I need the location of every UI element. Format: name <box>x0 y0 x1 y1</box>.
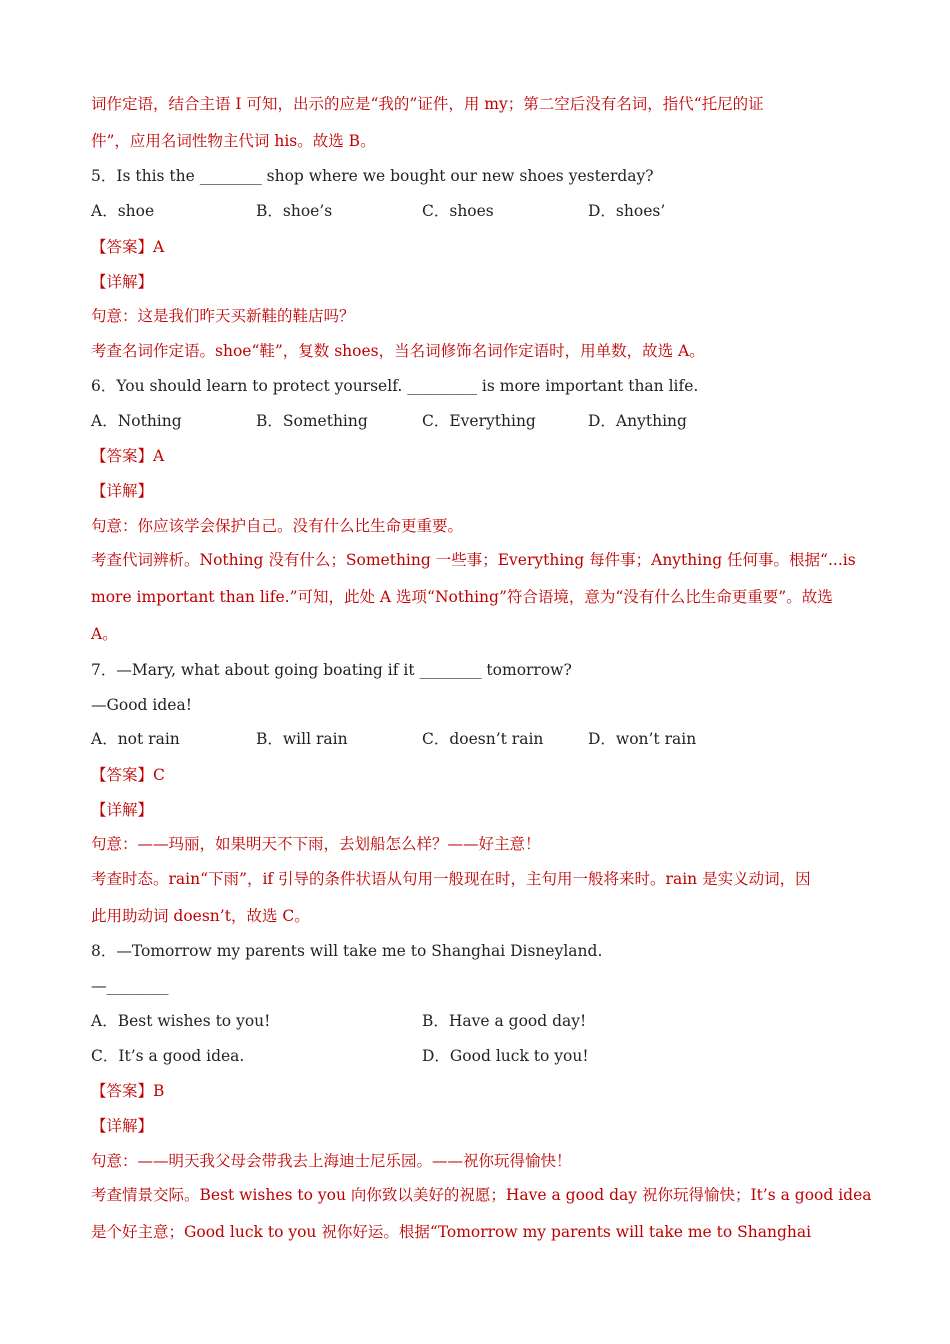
question-8-analysis: 是个好主意；Good luck to you 祝你好运。根据“Tomorrow my parents will take me to Shanghai <box>91 1223 812 1241</box>
question-8-reply: —________ <box>91 977 169 995</box>
question-7-answer: 【答案】C <box>91 766 165 784</box>
question-8-option-c: C．It’s a good idea. <box>91 1047 245 1065</box>
question-6-option-d: D．Anything <box>588 412 687 430</box>
question-5-meaning: 句意：这是我们昨天买新鞋的鞋店吗？ <box>91 307 355 325</box>
question-7-option-c: C．doesn’t rain <box>422 730 544 748</box>
question-7-analysis: 此用助动词 doesn’t，故选 C。 <box>91 907 310 925</box>
question-6-stem: 6．You should learn to protect yourself. _________ is more important than life. <box>91 377 699 395</box>
question-5-answer: 【答案】A <box>91 238 165 256</box>
question-8-option-a: A．Best wishes to you! <box>91 1012 271 1030</box>
question-6-option-a: A．Nothing <box>91 412 182 430</box>
question-6-option-b: B．Something <box>256 412 368 430</box>
question-8-meaning: 句意：——明天我父母会带我去上海迪士尼乐园。——祝你玩得愉快！ <box>91 1152 572 1170</box>
question-5-option-d: D．shoes’ <box>588 202 666 220</box>
question-7-stem: 7．—Mary, what about going boating if it ________ tomorrow? <box>91 661 572 679</box>
question-5-option-b: B．shoe’s <box>256 202 333 220</box>
question-6-option-c: C．Everything <box>422 412 536 430</box>
question-5-stem: 5．Is this the ________ shop where we bought our new shoes yesterday? <box>91 167 654 185</box>
question-8-stem: 8．—Tomorrow my parents will take me to Shanghai Disneyland. <box>91 942 603 960</box>
question-5-detail-label: 【详解】 <box>91 273 154 291</box>
explanation-line: 词作定语，结合主语 I 可知，出示的应是“我的”证件，用 my；第二空后没有名词，指代“托尼的证 <box>91 95 764 113</box>
question-8-option-d: D．Good luck to you! <box>422 1047 589 1065</box>
question-7-option-a: A．not rain <box>91 730 180 748</box>
question-7-reply: —Good idea! <box>91 696 192 714</box>
question-6-analysis: more important than life.”可知，此处 A 选项“Nothing”符合语境，意为“没有什么比生命更重要”。故选 <box>91 588 833 606</box>
explanation-line: 件”，应用名词性物主代词 his。故选 B。 <box>91 132 376 150</box>
question-8-detail-label: 【详解】 <box>91 1117 154 1135</box>
question-5-option-a: A．shoe <box>91 202 155 220</box>
question-8-option-b: B．Have a good day! <box>422 1012 587 1030</box>
question-5-analysis: 考查名词作定语。shoe“鞋”，复数 shoes，当名词修饰名词作定语时，用单数，故选 A。 <box>91 342 705 360</box>
question-7-detail-label: 【详解】 <box>91 801 154 819</box>
question-7-option-b: B．will rain <box>256 730 348 748</box>
question-8-answer: 【答案】B <box>91 1082 165 1100</box>
question-6-analysis: A。 <box>91 625 118 643</box>
question-6-meaning: 句意：你应该学会保护自己。没有什么比生命更重要。 <box>91 517 464 535</box>
question-6-analysis: 考查代词辨析。Nothing 没有什么；Something 一些事；Everything 每件事；Anything 任何事。根据“...is <box>91 551 856 569</box>
question-7-option-d: D．won’t rain <box>588 730 697 748</box>
question-6-detail-label: 【详解】 <box>91 482 154 500</box>
question-7-meaning: 句意：——玛丽，如果明天不下雨，去划船怎么样？——好主意！ <box>91 835 541 853</box>
question-6-answer: 【答案】A <box>91 447 165 465</box>
question-8-analysis: 考查情景交际。Best wishes to you 向你致以美好的祝愿；Have a good day 祝你玩得愉快；It’s a good idea <box>91 1186 872 1204</box>
question-7-analysis: 考查时态。rain“下雨”，if 引导的条件状语从句用一般现在时，主句用一般将来时。rain 是实义动词，因 <box>91 870 811 888</box>
question-5-option-c: C．shoes <box>422 202 494 220</box>
